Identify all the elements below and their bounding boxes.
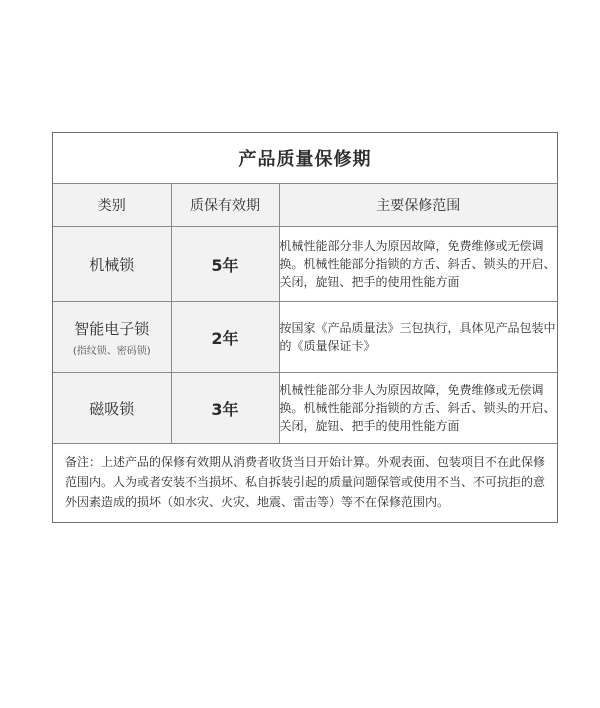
warranty-note: 备注：上述产品的保修有效期从消费者收货当日开始计算。外观表面、包装项目不在此保修范围内。人为或者安装不当损坏、私自拆装引起的质量问题保管或使用不当、不可抗拒的意外因素造成的损坏（如水灾、火灾、地震、雷击等）等不在保修范围内。 xyxy=(53,444,557,522)
row-scope: 机械性能部分非人为原因故障，免费维修或无偿调换。机械性能部分指锁的方舌、斜舌、锁头的开启、关闭，旋钮、把手的使用性能方面 xyxy=(279,373,557,444)
row-period: 2年 xyxy=(171,302,279,373)
row-category xyxy=(53,302,171,373)
row-scope: 机械性能部分非人为原因故障，免费维修或无偿调换。机械性能部分指锁的方舌、斜舌、锁头的开启、关闭，旋钮、把手的使用性能方面 xyxy=(279,227,557,302)
table-row xyxy=(53,227,557,302)
table-header-row xyxy=(53,184,557,227)
row-period: 3年 xyxy=(171,373,279,444)
category-label: 磁吸锁 xyxy=(89,399,135,418)
row-scope: 按国家《产品质量法》三包执行，具体见产品包装中的《质量保证卡》 xyxy=(279,302,557,373)
row-category xyxy=(53,373,171,444)
category-label: 机械锁 xyxy=(89,255,135,274)
category-subtitle: (指纹锁、密码锁) xyxy=(72,345,151,357)
row-period: 5年 xyxy=(171,227,279,302)
header-scope: 主要保修范围 xyxy=(279,184,557,227)
category-label: 智能电子锁 xyxy=(74,319,150,338)
header-category: 类别 xyxy=(53,184,171,227)
table-row xyxy=(53,373,557,444)
warranty-table xyxy=(53,184,557,444)
header-period: 质保有效期 xyxy=(171,184,279,227)
warranty-title: 产品质量保修期 xyxy=(53,133,557,184)
table-row xyxy=(53,302,557,373)
row-category xyxy=(53,227,171,302)
warranty-card xyxy=(52,132,558,523)
